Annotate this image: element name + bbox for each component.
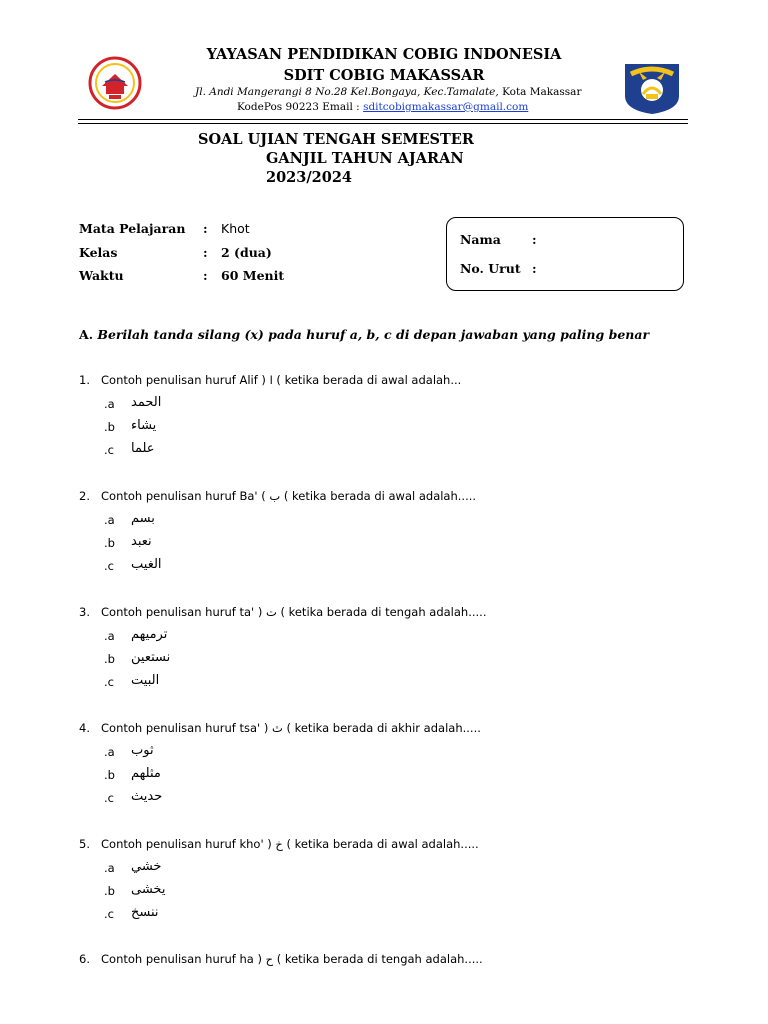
student-identity-box: [446, 217, 684, 291]
info-label-subject: Mata Pelajaran: [79, 221, 186, 236]
name-colon: :: [532, 232, 537, 247]
serial-number-colon: :: [532, 261, 537, 276]
question-number: 5.: [79, 837, 90, 851]
postal-code: KodePos 90223 Email :: [237, 101, 364, 113]
info-label-time: Waktu: [79, 268, 124, 283]
question-text: Contoh penulisan huruf Alif ) ا ( ketika berada di awal adalah...: [101, 373, 462, 387]
foundation-name: YAYASAN PENDIDIKAN COBIG INDONESIA: [206, 46, 562, 63]
exam-title-line1: SOAL UJIAN TENGAH SEMESTER: [198, 131, 474, 148]
question-text: Contoh penulisan huruf tsa' ) ث ( ketika berada di akhir adalah.....: [101, 721, 481, 735]
option-text: علما: [131, 441, 155, 456]
question-text: Contoh penulisan huruf ha ) ح ( ketika berada di tengah adalah.....: [101, 952, 483, 966]
option-letter[interactable]: .a: [104, 629, 115, 643]
exam-title-line3: 2023/2024: [266, 169, 353, 186]
option-letter[interactable]: .c: [104, 791, 114, 805]
question-number: 2.: [79, 489, 90, 503]
option-text: ترميهم: [131, 627, 168, 642]
email-link[interactable]: sditcobigmakassar@gmail.com: [363, 101, 529, 113]
question-text: Contoh penulisan huruf ta' ) ت ( ketika berada di tengah adalah.....: [101, 605, 487, 619]
option-text: يشاء: [131, 418, 157, 433]
option-text: البيت: [131, 673, 160, 688]
option-text: مثلهم: [131, 766, 161, 781]
school-name: SDIT COBIG MAKASSAR: [283, 67, 485, 84]
school-contact: [237, 101, 528, 113]
name-label: Nama: [460, 232, 501, 247]
option-letter[interactable]: .c: [104, 443, 114, 457]
option-text: الحمد: [131, 395, 162, 410]
question-text: Contoh penulisan huruf Ba' ( ب ( ketika berada di awal adalah.....: [101, 489, 477, 503]
option-letter[interactable]: .b: [104, 768, 115, 782]
option-letter[interactable]: .a: [104, 745, 115, 759]
address-city: Kota Makassar: [498, 86, 582, 98]
header-rule-thick: [78, 119, 688, 120]
option-text: نعبد: [131, 534, 152, 549]
info-colon: :: [203, 221, 208, 236]
option-text: يخشى: [131, 882, 166, 897]
option-letter[interactable]: .a: [104, 861, 115, 875]
option-text: الغيب: [131, 557, 162, 572]
instruction-text: Berilah tanda silang (x) pada huruf a, b, c di depan jawaban yang paling benar: [97, 327, 650, 342]
serial-number-label: No. Urut: [460, 261, 521, 276]
option-letter[interactable]: .a: [104, 513, 115, 527]
section-label: A.: [79, 327, 98, 342]
option-letter[interactable]: .b: [104, 652, 115, 666]
info-value-time: 60 Menit: [221, 268, 285, 283]
question-number: 3.: [79, 605, 90, 619]
option-letter[interactable]: .c: [104, 907, 114, 921]
option-text: خشي: [131, 859, 162, 874]
address-street: Jl. Andi Mangerangi 8 No.28 Kel.Bongaya, Kec.Tamalate,: [195, 86, 499, 98]
option-letter[interactable]: .c: [104, 559, 114, 573]
info-value-subject: Khot: [221, 221, 250, 236]
question-text: Contoh penulisan huruf kho' ) خ ( ketika berada di awal adalah.....: [101, 837, 479, 851]
info-colon: :: [203, 268, 208, 283]
option-text: نستعين: [131, 650, 171, 665]
school-address: [195, 86, 581, 98]
info-colon: :: [203, 245, 208, 260]
exam-title-line2: GANJIL TAHUN AJARAN: [266, 150, 464, 167]
option-letter[interactable]: .b: [104, 420, 115, 434]
section-instruction: [79, 327, 649, 342]
option-text: ننسخ: [131, 905, 159, 920]
info-label-class: Kelas: [79, 245, 118, 260]
question-number: 6.: [79, 952, 90, 966]
option-text: ثوب: [131, 743, 154, 758]
option-letter[interactable]: .b: [104, 536, 115, 550]
question-number: 1.: [79, 373, 90, 387]
option-text: بسم: [131, 511, 155, 526]
header-rule-thin: [78, 123, 688, 124]
option-letter[interactable]: .c: [104, 675, 114, 689]
option-text: حديث: [131, 789, 163, 804]
info-value-class: 2 (dua): [221, 245, 272, 260]
option-letter[interactable]: .a: [104, 397, 115, 411]
question-number: 4.: [79, 721, 90, 735]
option-letter[interactable]: .b: [104, 884, 115, 898]
